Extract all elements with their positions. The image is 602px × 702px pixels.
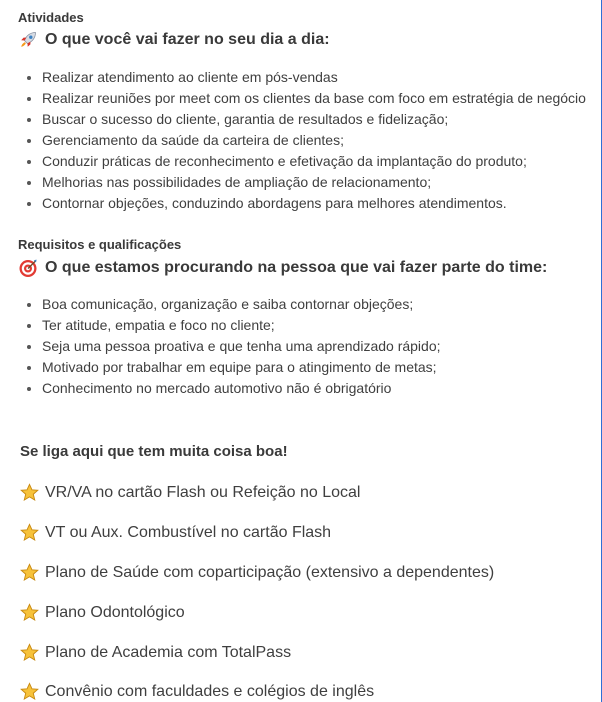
benefit-text: VR/VA no cartão Flash ou Refeição no Local	[45, 483, 361, 501]
benefit-item	[20, 483, 360, 502]
list-item: Seja uma pessoa proativa e que tenha uma aprendizado rápido;	[18, 336, 441, 357]
benefit-item	[20, 523, 331, 542]
activities-label: Atividades	[18, 10, 84, 25]
list-item: Realizar reuniões por meet com os clientes da base com foco em estratégia de negócio	[18, 88, 586, 109]
list-item: Contornar objeções, conduzindo abordagens para melhores atendimentos.	[18, 193, 586, 214]
rocket-icon	[18, 30, 38, 50]
benefits-title: Se liga aqui que tem muita coisa boa!	[20, 443, 288, 460]
list-item: Buscar o sucesso do cliente, garantia de resultados e fidelização;	[18, 109, 586, 130]
benefit-item	[20, 682, 374, 701]
list-item: Boa comunicação, organização e saiba contornar objeções;	[18, 294, 441, 315]
list-item: Conhecimento no mercado automotivo não é obrigatório	[18, 378, 441, 399]
benefit-text: Plano de Saúde com coparticipação (extensivo a dependentes)	[45, 563, 495, 581]
list-item: Ter atitude, empatia e foco no cliente;	[18, 315, 441, 336]
list-item: Conduzir práticas de reconhecimento e efetivação da implantação do produto;	[18, 151, 586, 172]
benefit-text: Plano de Academia com TotalPass	[45, 643, 292, 661]
star-icon	[20, 563, 39, 582]
star-icon	[20, 603, 39, 622]
benefit-item	[20, 603, 185, 622]
list-item: Gerenciamento da saúde da carteira de clientes;	[18, 130, 586, 151]
star-icon	[20, 643, 39, 662]
list-item: Motivado por trabalhar em equipe para o atingimento de metas;	[18, 357, 441, 378]
activities-list	[18, 67, 586, 214]
list-item: Melhorias nas possibilidades de ampliação de relacionamento;	[18, 172, 586, 193]
star-icon	[20, 523, 39, 542]
list-item: Realizar atendimento ao cliente em pós-vendas	[18, 67, 586, 88]
benefit-text: Convênio com faculdades e colégios de inglês	[45, 682, 375, 700]
benefit-item	[20, 643, 291, 662]
requirements-list	[18, 294, 441, 399]
requirements-heading	[18, 258, 547, 278]
activities-heading-text: O que você vai fazer no seu dia a dia:	[45, 31, 330, 48]
star-icon	[20, 682, 39, 701]
requirements-label: Requisitos e qualificações	[18, 237, 182, 252]
star-icon	[20, 483, 39, 502]
activities-heading	[18, 30, 330, 50]
benefit-text: Plano Odontológico	[45, 603, 185, 621]
requirements-heading-text: O que estamos procurando na pessoa que vai fazer parte do time:	[45, 259, 548, 276]
target-icon	[18, 258, 38, 278]
benefit-item	[20, 563, 494, 582]
benefit-text: VT ou Aux. Combustível no cartão Flash	[45, 523, 332, 541]
